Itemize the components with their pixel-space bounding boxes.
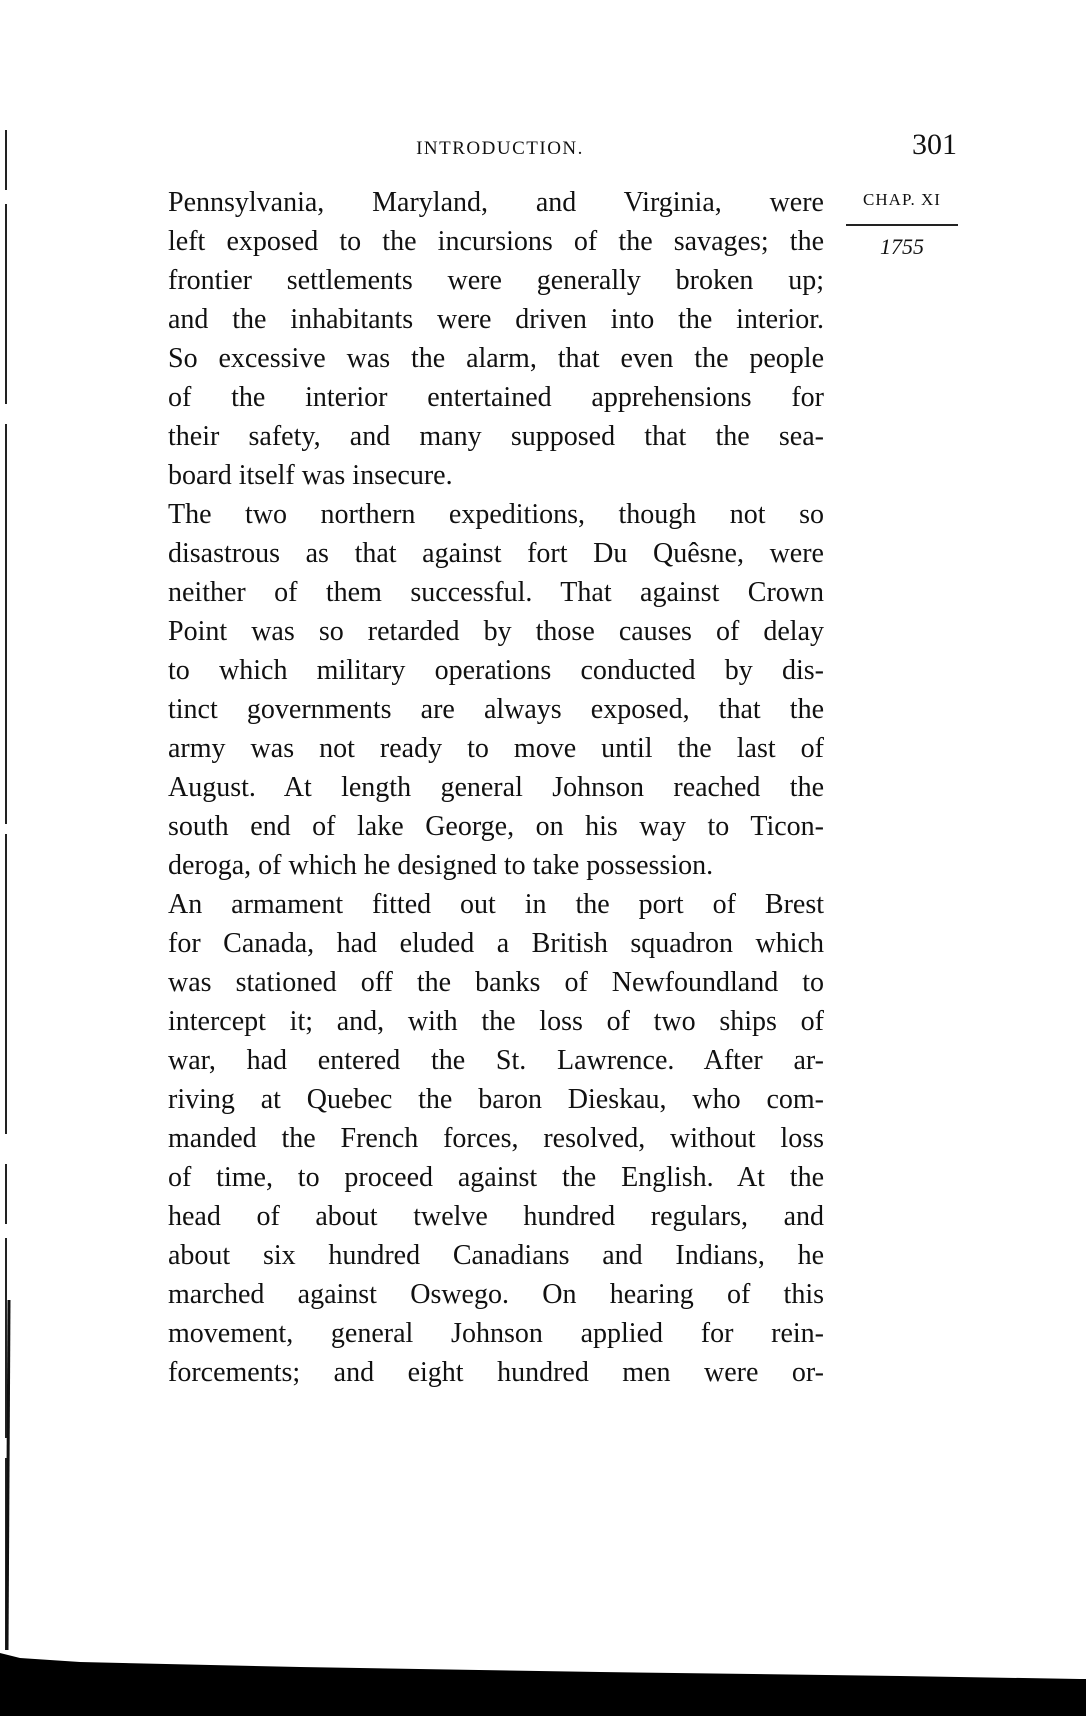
text-line: forcements; and eight hundred men were or- (168, 1357, 824, 1388)
text-line: south end of lake George, on his way to Ticon- (168, 811, 824, 842)
text-line: riving at Quebec the baron Dieskau, who com- (168, 1084, 824, 1115)
text-line: manded the French forces, resolved, without loss (168, 1123, 824, 1154)
scan-bottom-shadow (0, 1653, 1086, 1716)
text-line: head of about twelve hundred regulars, and (168, 1201, 824, 1232)
text-line: of time, to proceed against the English. At the (168, 1162, 824, 1193)
text-line: The two northern expeditions, though not so (168, 499, 824, 530)
text-line: and the inhabitants were driven into the interior. (168, 304, 824, 335)
text-line: So excessive was the alarm, that even the people (168, 343, 824, 374)
text-line: Pennsylvania, Maryland, and Virginia, were (168, 187, 824, 218)
page-number: 301 (912, 128, 957, 161)
text-line: board itself was insecure. (168, 460, 453, 491)
margin-rule (846, 224, 958, 226)
text-line: disastrous as that against fort Du Quêsne, were (168, 538, 824, 569)
text-line: tinct governments are always exposed, that the (168, 694, 824, 725)
text-line: An armament fitted out in the port of Brest (168, 889, 824, 920)
text-line: frontier settlements were generally broken up; (168, 265, 824, 296)
text-line: of the interior entertained apprehensions for (168, 382, 824, 413)
text-line: army was not ready to move until the last of (168, 733, 824, 764)
text-line: intercept it; and, with the loss of two ships of (168, 1006, 824, 1037)
text-line: left exposed to the incursions of the savages; the (168, 226, 824, 257)
margin-chapter: CHAP. XI (863, 190, 941, 209)
text-line: marched against Oswego. On hearing of this (168, 1279, 824, 1310)
margin-year: 1755 (880, 234, 924, 259)
text-line: deroga, of which he designed to take possession. (168, 850, 714, 881)
text-line: war, had entered the St. Lawrence. After ar- (168, 1045, 824, 1076)
text-line: neither of them successful. That against Crown (168, 577, 824, 608)
running-title: INTRODUCTION. (416, 138, 584, 159)
text-line: for Canada, had eluded a British squadron which (168, 928, 824, 959)
text-line: August. At length general Johnson reached the (168, 772, 824, 803)
text-line: about six hundred Canadians and Indians, he (168, 1240, 824, 1271)
text-line: movement, general Johnson applied for rein- (168, 1318, 824, 1349)
text-line: their safety, and many supposed that the sea- (168, 421, 824, 452)
text-line: Point was so retarded by those causes of delay (168, 616, 824, 647)
body-text (168, 183, 824, 1392)
text-line: was stationed off the banks of Newfoundland to (168, 967, 824, 998)
text-line: to which military operations conducted by dis- (168, 655, 824, 686)
